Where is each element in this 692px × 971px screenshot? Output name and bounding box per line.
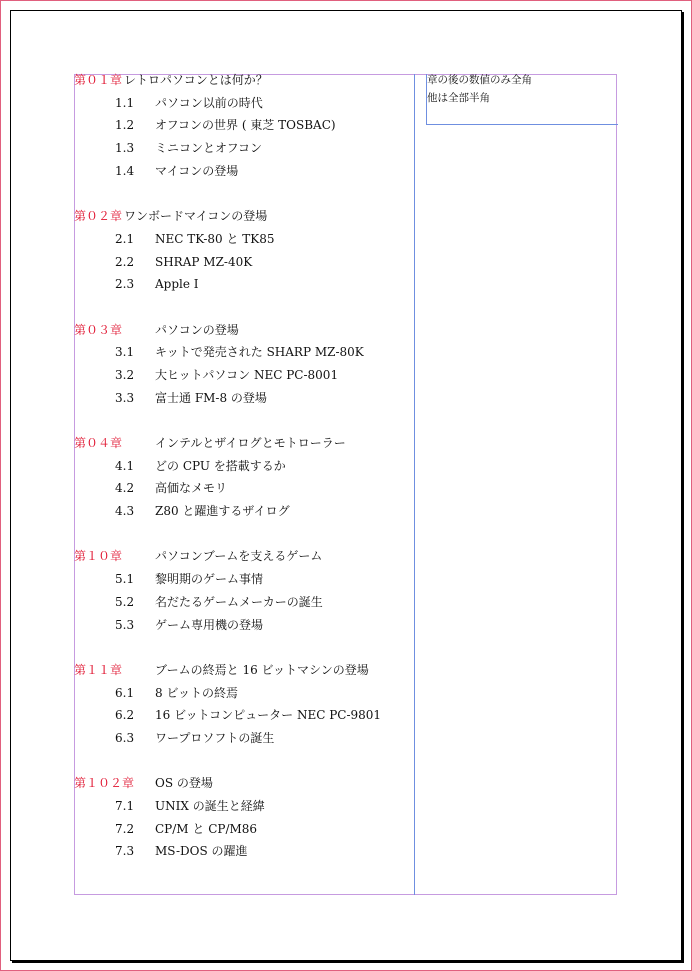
blank-line	[74, 409, 414, 432]
section-title: 16 ビットコンピューター NEC PC-9801	[155, 708, 382, 723]
section-number: 2.2	[115, 254, 135, 269]
blank-line	[74, 636, 414, 659]
chapter-heading	[74, 659, 414, 682]
section-title: Z80 と躍進するザイログ	[155, 504, 290, 519]
blank-line	[74, 523, 414, 546]
chapter-heading	[74, 319, 414, 342]
section-number: 7.2	[115, 821, 135, 836]
section-item	[74, 727, 414, 750]
section-title: CP/M と CP/M86	[155, 821, 258, 836]
chapter-title: OS の登場	[155, 776, 213, 791]
blank-line	[74, 296, 414, 319]
section-title: どの CPU を搭載するか	[155, 458, 286, 473]
section-item	[74, 795, 414, 818]
section-item	[74, 568, 414, 591]
section-number: 3.3	[115, 390, 135, 405]
note-line-2: 他は全部半角	[427, 92, 490, 104]
section-item	[74, 160, 414, 183]
section-title: ワープロソフトの誕生	[155, 730, 275, 745]
section-title: 富士通 FM-8 の登場	[155, 390, 267, 405]
section-title: マイコンの登場	[155, 163, 239, 178]
section-title: ミニコンとオフコン	[155, 141, 263, 156]
chapter-heading	[74, 772, 414, 795]
note-line-1: 章の後の数値のみ全角	[427, 74, 532, 86]
chapter-number: 第１０２章	[74, 776, 135, 791]
section-number: 6.1	[115, 685, 135, 700]
section-item	[74, 477, 414, 500]
blank-line	[74, 182, 414, 205]
section-number: 4.3	[115, 504, 135, 519]
chapter-title: ブームの終焉と 16 ビットマシンの登場	[155, 662, 369, 677]
section-number: 1.4	[115, 163, 135, 178]
section-number: 4.2	[115, 481, 135, 496]
section-item	[74, 455, 414, 478]
chapter-number: 第１０章	[74, 549, 123, 564]
section-item	[74, 591, 414, 614]
section-number: 2.3	[115, 277, 135, 292]
chapter-title: パソコンブームを支えるゲーム	[155, 549, 323, 564]
chapter-number: 第１１章	[74, 662, 123, 677]
section-number: 4.1	[115, 458, 135, 473]
section-number: 1.1	[115, 95, 135, 110]
chapter-heading	[74, 69, 414, 92]
blank-line	[74, 750, 414, 773]
section-title: ゲーム専用機の登場	[155, 617, 264, 632]
section-title: MS-DOS の躍進	[155, 844, 248, 859]
table-of-contents[interactable]	[74, 69, 414, 863]
chapter-title: インテルとザイログとモトローラー	[155, 436, 346, 450]
section-title: パソコン以前の時代	[155, 95, 263, 110]
chapter-number: 第０４章	[74, 436, 123, 450]
section-number: 6.3	[115, 730, 135, 745]
section-title: オフコンの世界 ( 東芝 TOSBAC)	[155, 118, 336, 133]
section-title: 名だたるゲームメーカーの誕生	[155, 594, 323, 609]
section-item	[74, 251, 414, 274]
section-number: 5.3	[115, 617, 135, 632]
section-number: 5.1	[115, 572, 135, 587]
chapter-number: 第０２章	[74, 209, 123, 224]
section-item	[74, 92, 414, 115]
section-number: 7.1	[115, 799, 135, 813]
section-number: 1.2	[115, 118, 135, 133]
section-title: SHRAP MZ-40K	[155, 254, 253, 269]
section-title: 大ヒットパソコン NEC PC-8001	[155, 367, 339, 382]
section-item	[74, 387, 414, 410]
section-number: 3.1	[115, 345, 135, 360]
section-item	[74, 682, 414, 705]
section-title: NEC TK-80 と TK85	[155, 231, 275, 246]
note-text-frame[interactable]	[426, 74, 618, 125]
section-item	[74, 704, 414, 727]
section-item	[74, 273, 414, 296]
section-title: 高価なメモリ	[155, 481, 228, 496]
section-item	[74, 614, 414, 637]
section-title: UNIX の誕生と経緯	[155, 799, 265, 813]
section-number: 5.2	[115, 594, 135, 609]
chapter-number: 第０１章	[74, 73, 123, 87]
chapter-heading	[74, 545, 414, 568]
chapter-title: レトロパソコンとは何か？	[124, 73, 268, 87]
chapter-number: 第０３章	[74, 322, 123, 337]
section-number: 7.3	[115, 844, 135, 859]
section-title: Apple I	[155, 277, 199, 292]
section-item	[74, 364, 414, 387]
section-item	[74, 341, 414, 364]
section-item	[74, 840, 414, 863]
chapter-title: パソコンの登場	[155, 322, 239, 337]
chapter-heading	[74, 205, 414, 228]
section-number: 2.1	[115, 231, 135, 246]
section-item	[74, 114, 414, 137]
section-item	[74, 500, 414, 523]
section-title: 黎明期のゲーム事情	[155, 572, 264, 587]
section-number: 6.2	[115, 708, 135, 723]
chapter-title: ワンボードマイコンの登場	[124, 209, 268, 224]
section-title: キットで発売された SHARP MZ-80K	[155, 345, 364, 360]
section-item	[74, 818, 414, 841]
section-item	[74, 228, 414, 251]
chapter-heading	[74, 432, 414, 455]
section-item	[74, 137, 414, 160]
section-number: 3.2	[115, 367, 135, 382]
section-number: 1.3	[115, 141, 135, 156]
section-title: 8 ビットの終焉	[155, 685, 238, 700]
